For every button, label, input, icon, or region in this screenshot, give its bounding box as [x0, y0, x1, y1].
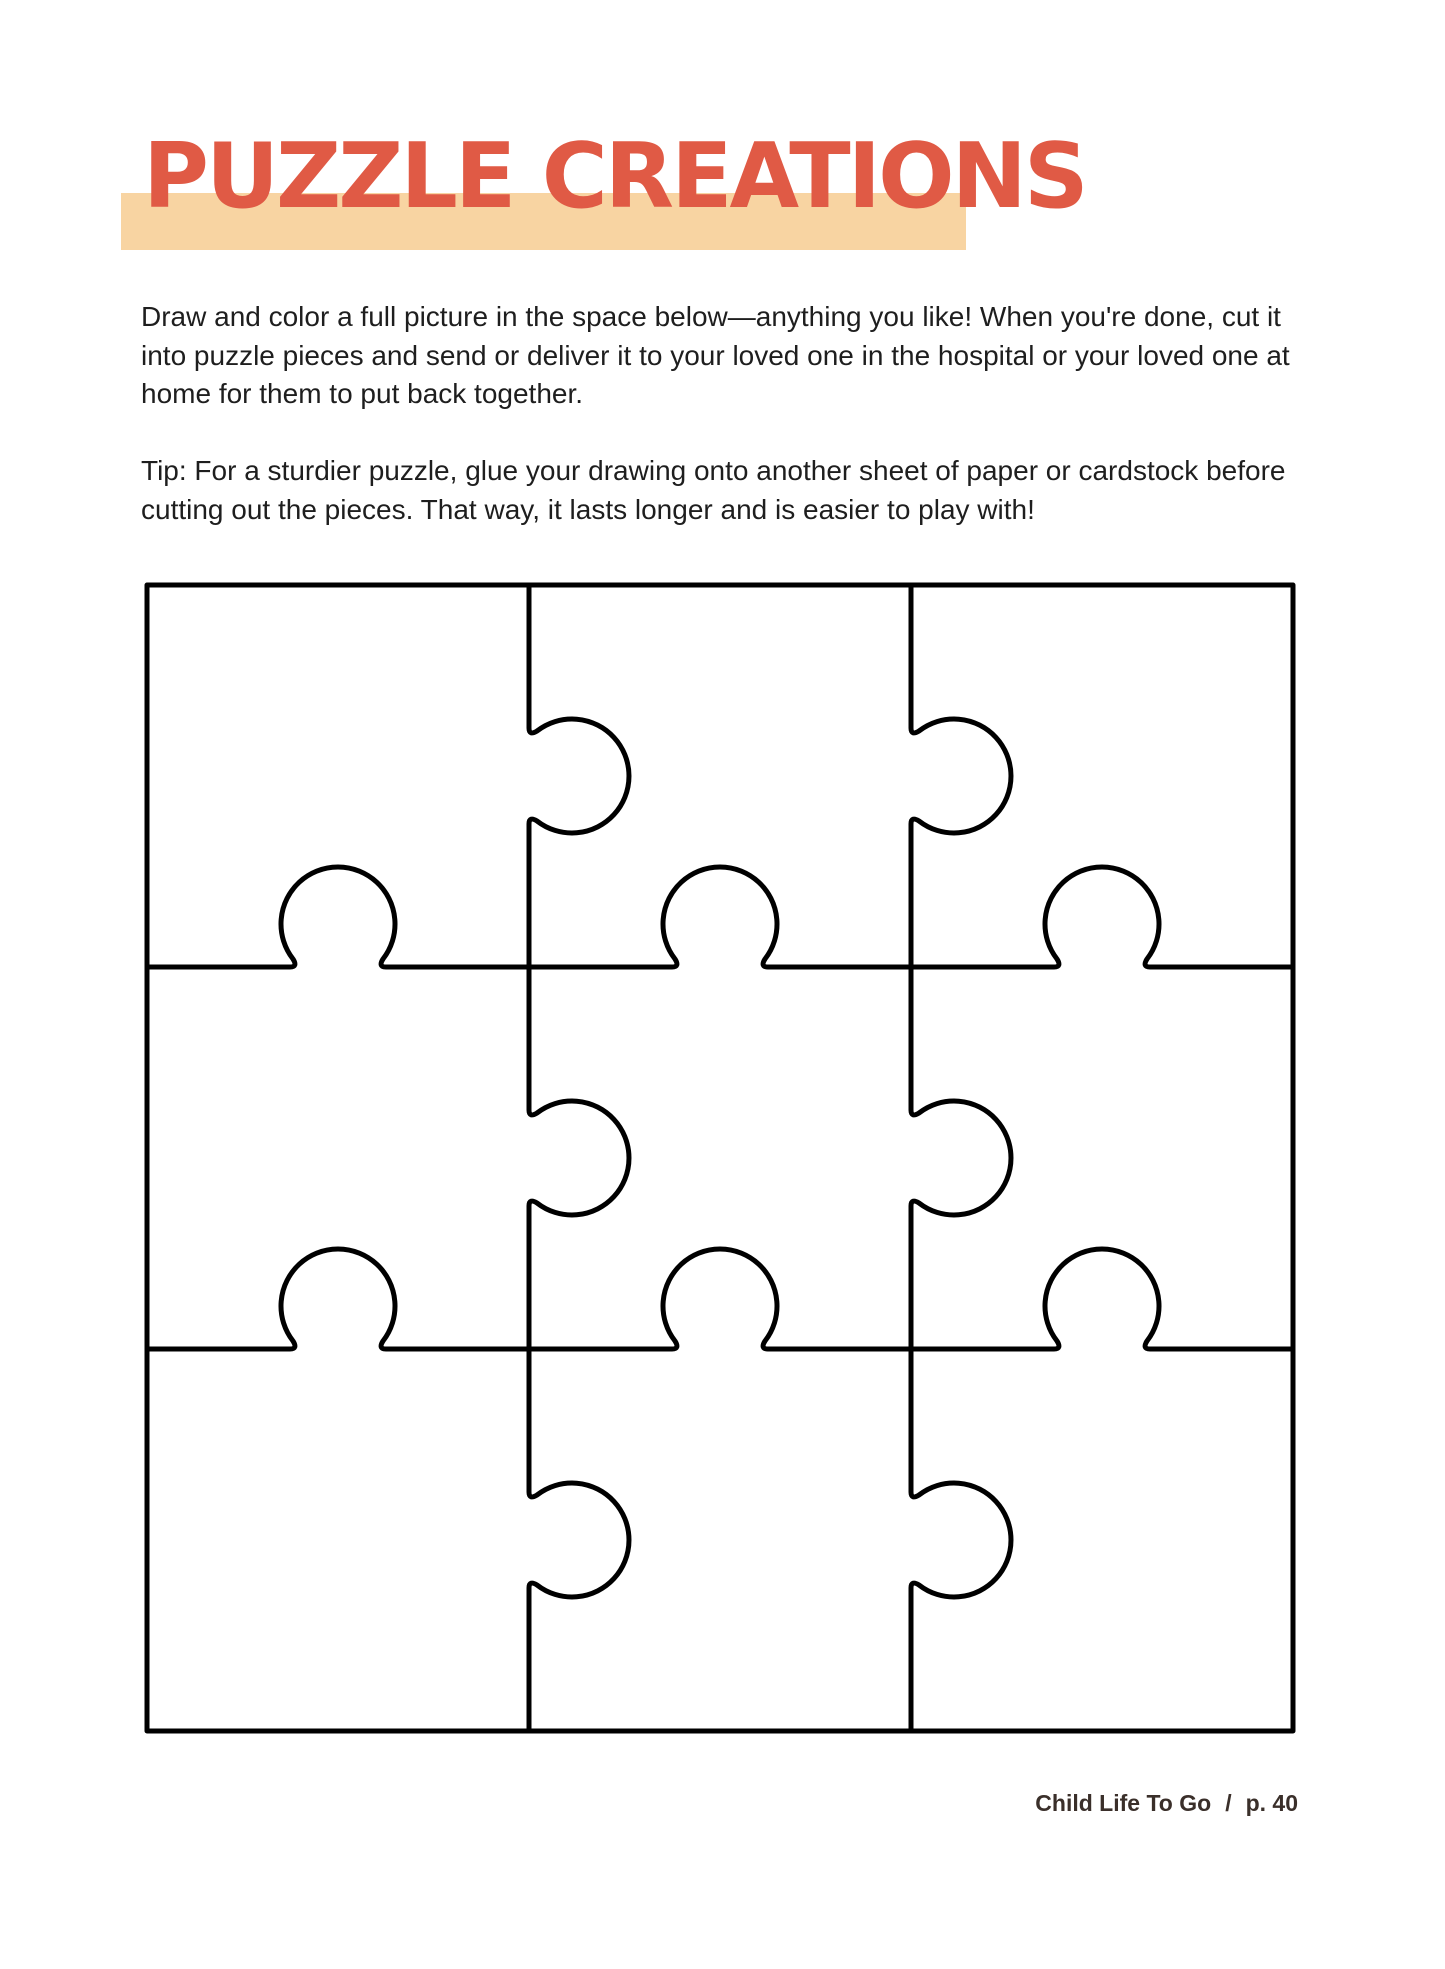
footer-separator: / [1225, 1790, 1232, 1816]
tip-text: Tip: For a sturdier puzzle, glue your drawing onto another sheet of paper or cardstock before cutting out the pieces. That way, it lasts longer and is easier to play with! [141, 455, 1286, 525]
horizontal-cut-line [911, 1249, 1293, 1349]
vertical-cut-line [911, 585, 1011, 967]
horizontal-cut-line [529, 1249, 911, 1349]
footer-publication: Child Life To Go [1035, 1790, 1212, 1816]
vertical-cut-line [529, 1349, 629, 1731]
horizontal-cut-line [529, 867, 911, 967]
horizontal-cut-line [147, 867, 529, 967]
horizontal-cut-line [911, 867, 1293, 967]
horizontal-cut-line [147, 1249, 529, 1349]
vertical-cut-line [911, 967, 1011, 1349]
page-footer [1035, 1790, 1298, 1817]
vertical-cut-line [529, 585, 629, 967]
instructions-text: Draw and color a full picture in the space below—anything you like! When you're done, cut it into puzzle pieces and send or deliver it to your loved one in the hospital or your loved one at home for them to put back together. [141, 301, 1290, 409]
puzzle-outer-border [147, 585, 1293, 1731]
vertical-cut-line [911, 1349, 1011, 1731]
footer-page-number: p. 40 [1245, 1790, 1298, 1816]
vertical-cut-line [529, 967, 629, 1349]
page-title: PUZZLE CREATIONS [143, 124, 1086, 229]
